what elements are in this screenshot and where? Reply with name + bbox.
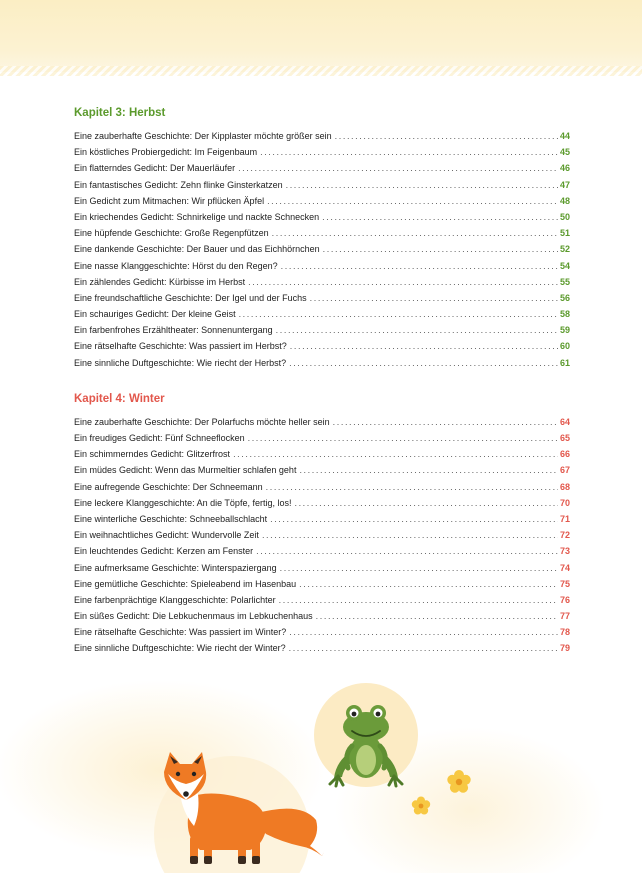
entry-title: Eine zauberhafte Geschichte: Der Polarfuchs möchte heller sein xyxy=(74,416,330,427)
chapter-title: Kapitel 3: Herbst xyxy=(74,107,166,119)
entry-page-number: 78 xyxy=(559,627,570,638)
entry-page-number: 60 xyxy=(559,341,570,352)
entry-page-number: 58 xyxy=(559,309,570,320)
entry-page-number: 67 xyxy=(559,465,570,476)
entry-page-number: 56 xyxy=(559,292,570,303)
entry-title: Eine sinnliche Duftgeschichte: Wie riecht der Herbst? xyxy=(74,357,287,368)
entry-page-number: 75 xyxy=(559,578,570,589)
entry-page-number: 65 xyxy=(559,433,570,443)
entry-title: Ein müdes Gedicht: Wenn das Murmeltier schlafen geht xyxy=(74,465,297,476)
entry-page-number: 72 xyxy=(559,530,570,541)
entry-page-number: 76 xyxy=(559,594,570,605)
entry-title: Ein weihnachtliches Gedicht: Wundervolle Zeit xyxy=(74,530,259,541)
entry-title: Ein leuchtendes Gedicht: Kerzen am Fenster xyxy=(74,546,254,557)
entry-title: Eine rätselhafte Geschichte: Was passiert im Herbst? xyxy=(74,341,287,352)
entry-page-number: 44 xyxy=(559,131,570,141)
entry-title: Ein freudiges Gedicht: Fünf Schneeflocken xyxy=(74,433,245,443)
entry-title: Eine hüpfende Geschichte: Große Regenpfützen xyxy=(74,228,269,239)
entry-title: Eine dankende Geschichte: Der Bauer und das Eichhörnchen xyxy=(74,244,320,255)
entry-title: Eine rätselhafte Geschichte: Was passiert im Winter? xyxy=(74,627,287,638)
entry-page-number: 45 xyxy=(559,147,570,158)
entry-title: Eine winterliche Geschichte: Schneeballschlacht xyxy=(74,513,268,524)
entry-page-number: 51 xyxy=(559,228,570,239)
entry-title: Ein süßes Gedicht: Die Lebkuchenmaus im Lebkuchenhaus xyxy=(74,611,313,622)
entry-page-number: 64 xyxy=(559,416,570,427)
entry-page-number: 46 xyxy=(559,163,570,174)
entry-title: Ein schauriges Gedicht: Der kleine Geist xyxy=(74,309,236,320)
chapter-title: Kapitel 4: Winter xyxy=(74,392,165,405)
entry-title: Ein fantastisches Gedicht: Zehn flinke Ginsterkatzen xyxy=(74,179,283,190)
entry-title: Ein schimmerndes Gedicht: Glitzerfrost xyxy=(74,449,231,460)
entry-page-number: 54 xyxy=(559,260,570,271)
entry-title: Ein köstliches Probiergedicht: Im Feigenbaum xyxy=(74,147,258,158)
entry-page-number: 66 xyxy=(559,449,570,460)
entry-page-number: 52 xyxy=(559,244,570,255)
entry-page-number: 79 xyxy=(559,643,570,654)
entry-page-number: 74 xyxy=(559,562,570,573)
entry-title: Eine aufregende Geschichte: Der Schneemann xyxy=(74,481,263,492)
entry-page-number: 48 xyxy=(559,195,570,206)
entry-page-number: 55 xyxy=(559,276,570,287)
entry-title: Eine nasse Klanggeschichte: Hörst du den Regen? xyxy=(74,260,278,271)
entry-title: Eine aufmerksame Geschichte: Winterspaziergang xyxy=(74,562,277,573)
entry-page-number: 71 xyxy=(559,513,570,524)
entry-title: Ein zählendes Gedicht: Kürbisse im Herbst xyxy=(74,276,246,287)
entry-title: Eine sinnliche Duftgeschichte: Wie riecht der Winter? xyxy=(74,643,286,654)
entry-page-number: 77 xyxy=(559,611,570,622)
entry-title: Ein farbenfrohes Erzähltheater: Sonnenuntergang xyxy=(74,325,273,336)
entry-title: Eine farbenprächtige Klanggeschichte: Polarlichter xyxy=(74,594,276,605)
entry-title: Eine zauberhafte Geschichte: Der Kipplaster möchte größer sein xyxy=(74,131,332,141)
entry-page-number: 68 xyxy=(559,481,570,492)
entry-title: Eine leckere Klanggeschichte: An die Töpfe, fertig, los! xyxy=(74,497,292,508)
flower-icon xyxy=(447,770,470,793)
entry-title: Eine freundschaftliche Geschichte: Der Igel und der Fuchs xyxy=(74,292,307,303)
entry-page-number: 70 xyxy=(559,497,570,508)
entry-title: Ein kriechendes Gedicht: Schnirkelige und nackte Schnecken xyxy=(74,211,320,222)
entry-title: Eine gemütliche Geschichte: Spieleabend im Hasenbau xyxy=(74,578,297,589)
entry-page-number: 73 xyxy=(559,546,570,557)
entry-page-number: 47 xyxy=(559,179,570,190)
entry-title: Ein flatterndes Gedicht: Der Mauerläufer xyxy=(74,163,236,174)
entry-page-number: 59 xyxy=(559,325,570,336)
entry-title: Ein Gedicht zum Mitmachen: Wir pflücken Äpfel xyxy=(74,195,265,206)
entry-page-number: 61 xyxy=(559,357,570,368)
entry-page-number: 50 xyxy=(559,211,570,222)
flower-icon xyxy=(412,797,430,815)
